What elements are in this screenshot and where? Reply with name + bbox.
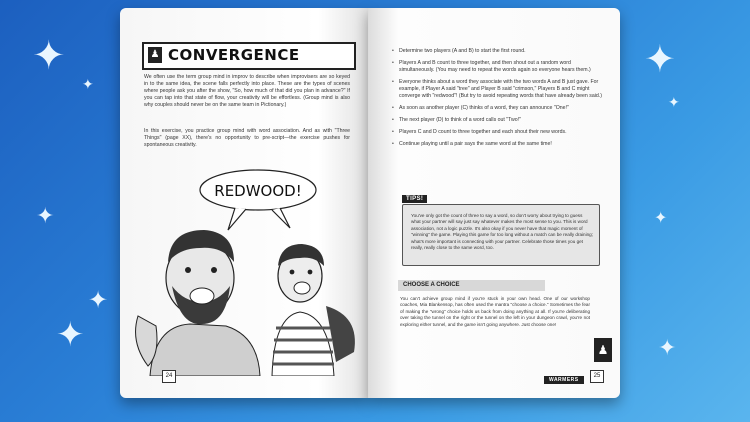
- intro-paragraph: We often use the term group mind in improv to describe when improvisers are so keyed in to the same idea, the scene falls perfectly into place. These are the types of scenes where people ask you after the show, "So, how much of that did you plan in advance?" If you can tap into that state of flow, your creativity will be effortless. (Group mind is also why couples should never be on the same team in Pictionary.): [144, 74, 350, 108]
- sparkle-icon: ✦: [88, 286, 109, 314]
- sparkle-icon: ✦: [654, 208, 668, 227]
- list-item: • Everyone thinks about a word they associate with the two words A and B just gave. For example, if Player A said "tree" and Player B said "crimson," Players B and C might converge with "redwood"! (But try to avoid repeating words that have already been said.): [392, 79, 602, 100]
- sparkle-icon: ✦: [56, 315, 85, 355]
- sparkle-icon: ✦: [668, 95, 680, 111]
- performer-icon: ♟: [594, 338, 612, 362]
- tips-label: TIPS!: [402, 195, 427, 203]
- sparkle-icon: ✦: [82, 77, 94, 93]
- steps-list: [392, 48, 602, 153]
- page-title: CONVERGENCE: [168, 46, 300, 64]
- list-item: • Players A and B count to three together, and then shout out a random word simultaneously. (You may need to repeat the words again so everyone hears them.): [392, 60, 602, 74]
- page-number-right: 25: [590, 370, 604, 383]
- sparkle-icon: ✦: [36, 204, 55, 229]
- list-item: • As soon as another player (C) thinks of a word, they can announce "One!": [392, 105, 602, 112]
- title-bar: [142, 42, 356, 70]
- list-item: • Continue playing until a pair says the same word at the same time!: [392, 141, 602, 148]
- illustration-two-characters: [130, 166, 362, 376]
- list-item: • Players C and D count to three together and each shout their new words.: [392, 129, 602, 136]
- tips-text: You've only got the count of three to say a word, so don't worry about trying to guess what your partner will say just say whatever makes the most sense to you. This is word association, not a logic puzzle. It's also okay if you never have that magic moment of "winning" the game. Playing this game for too long without a match can be really draining; what's more important is connecting with your partner. Celebrate those times you get really, really close to the same word, too.: [411, 213, 594, 251]
- choose-a-choice-text: You can't achieve group mind if you're stuck in your own head. One of our workshop coaches, Mia Blankensop, has often used the mantra "choose a choice." Sometimes the fear of making the "wrong" choice holds us back from doing anything at all. If you're deliberating over taking the tunnel on the right or the tunnel on the left in your dungeon crawl, you're not exploring either tunnel, and the game isn't going anywhere. Just choose one!: [400, 296, 590, 327]
- left-page: [120, 8, 368, 398]
- page-number-left: 24: [162, 370, 176, 383]
- speech-bubble-text: REDWOOD!: [214, 182, 302, 200]
- exercise-paragraph: In this exercise, you practice group mind with word association. And as with "Three Things" (page XX), there's no opportunity to pre-script—the exercise pushes for spontaneous creativity.: [144, 128, 350, 148]
- list-item: • Determine two players (A and B) to start the first round.: [392, 48, 602, 55]
- open-book: [120, 8, 620, 406]
- sparkle-icon: ✦: [32, 33, 66, 79]
- right-page: [368, 8, 620, 398]
- list-item: • The next player (D) to think of a word calls out "Two!": [392, 117, 602, 124]
- section-footer-label: WARMERS: [544, 376, 584, 384]
- performer-icon: ♟: [148, 47, 162, 63]
- sparkle-icon: ✦: [658, 336, 677, 361]
- choose-a-choice-heading: CHOOSE A CHOICE: [398, 280, 545, 291]
- sparkle-icon: ✦: [644, 37, 676, 81]
- tips-box: [402, 204, 600, 266]
